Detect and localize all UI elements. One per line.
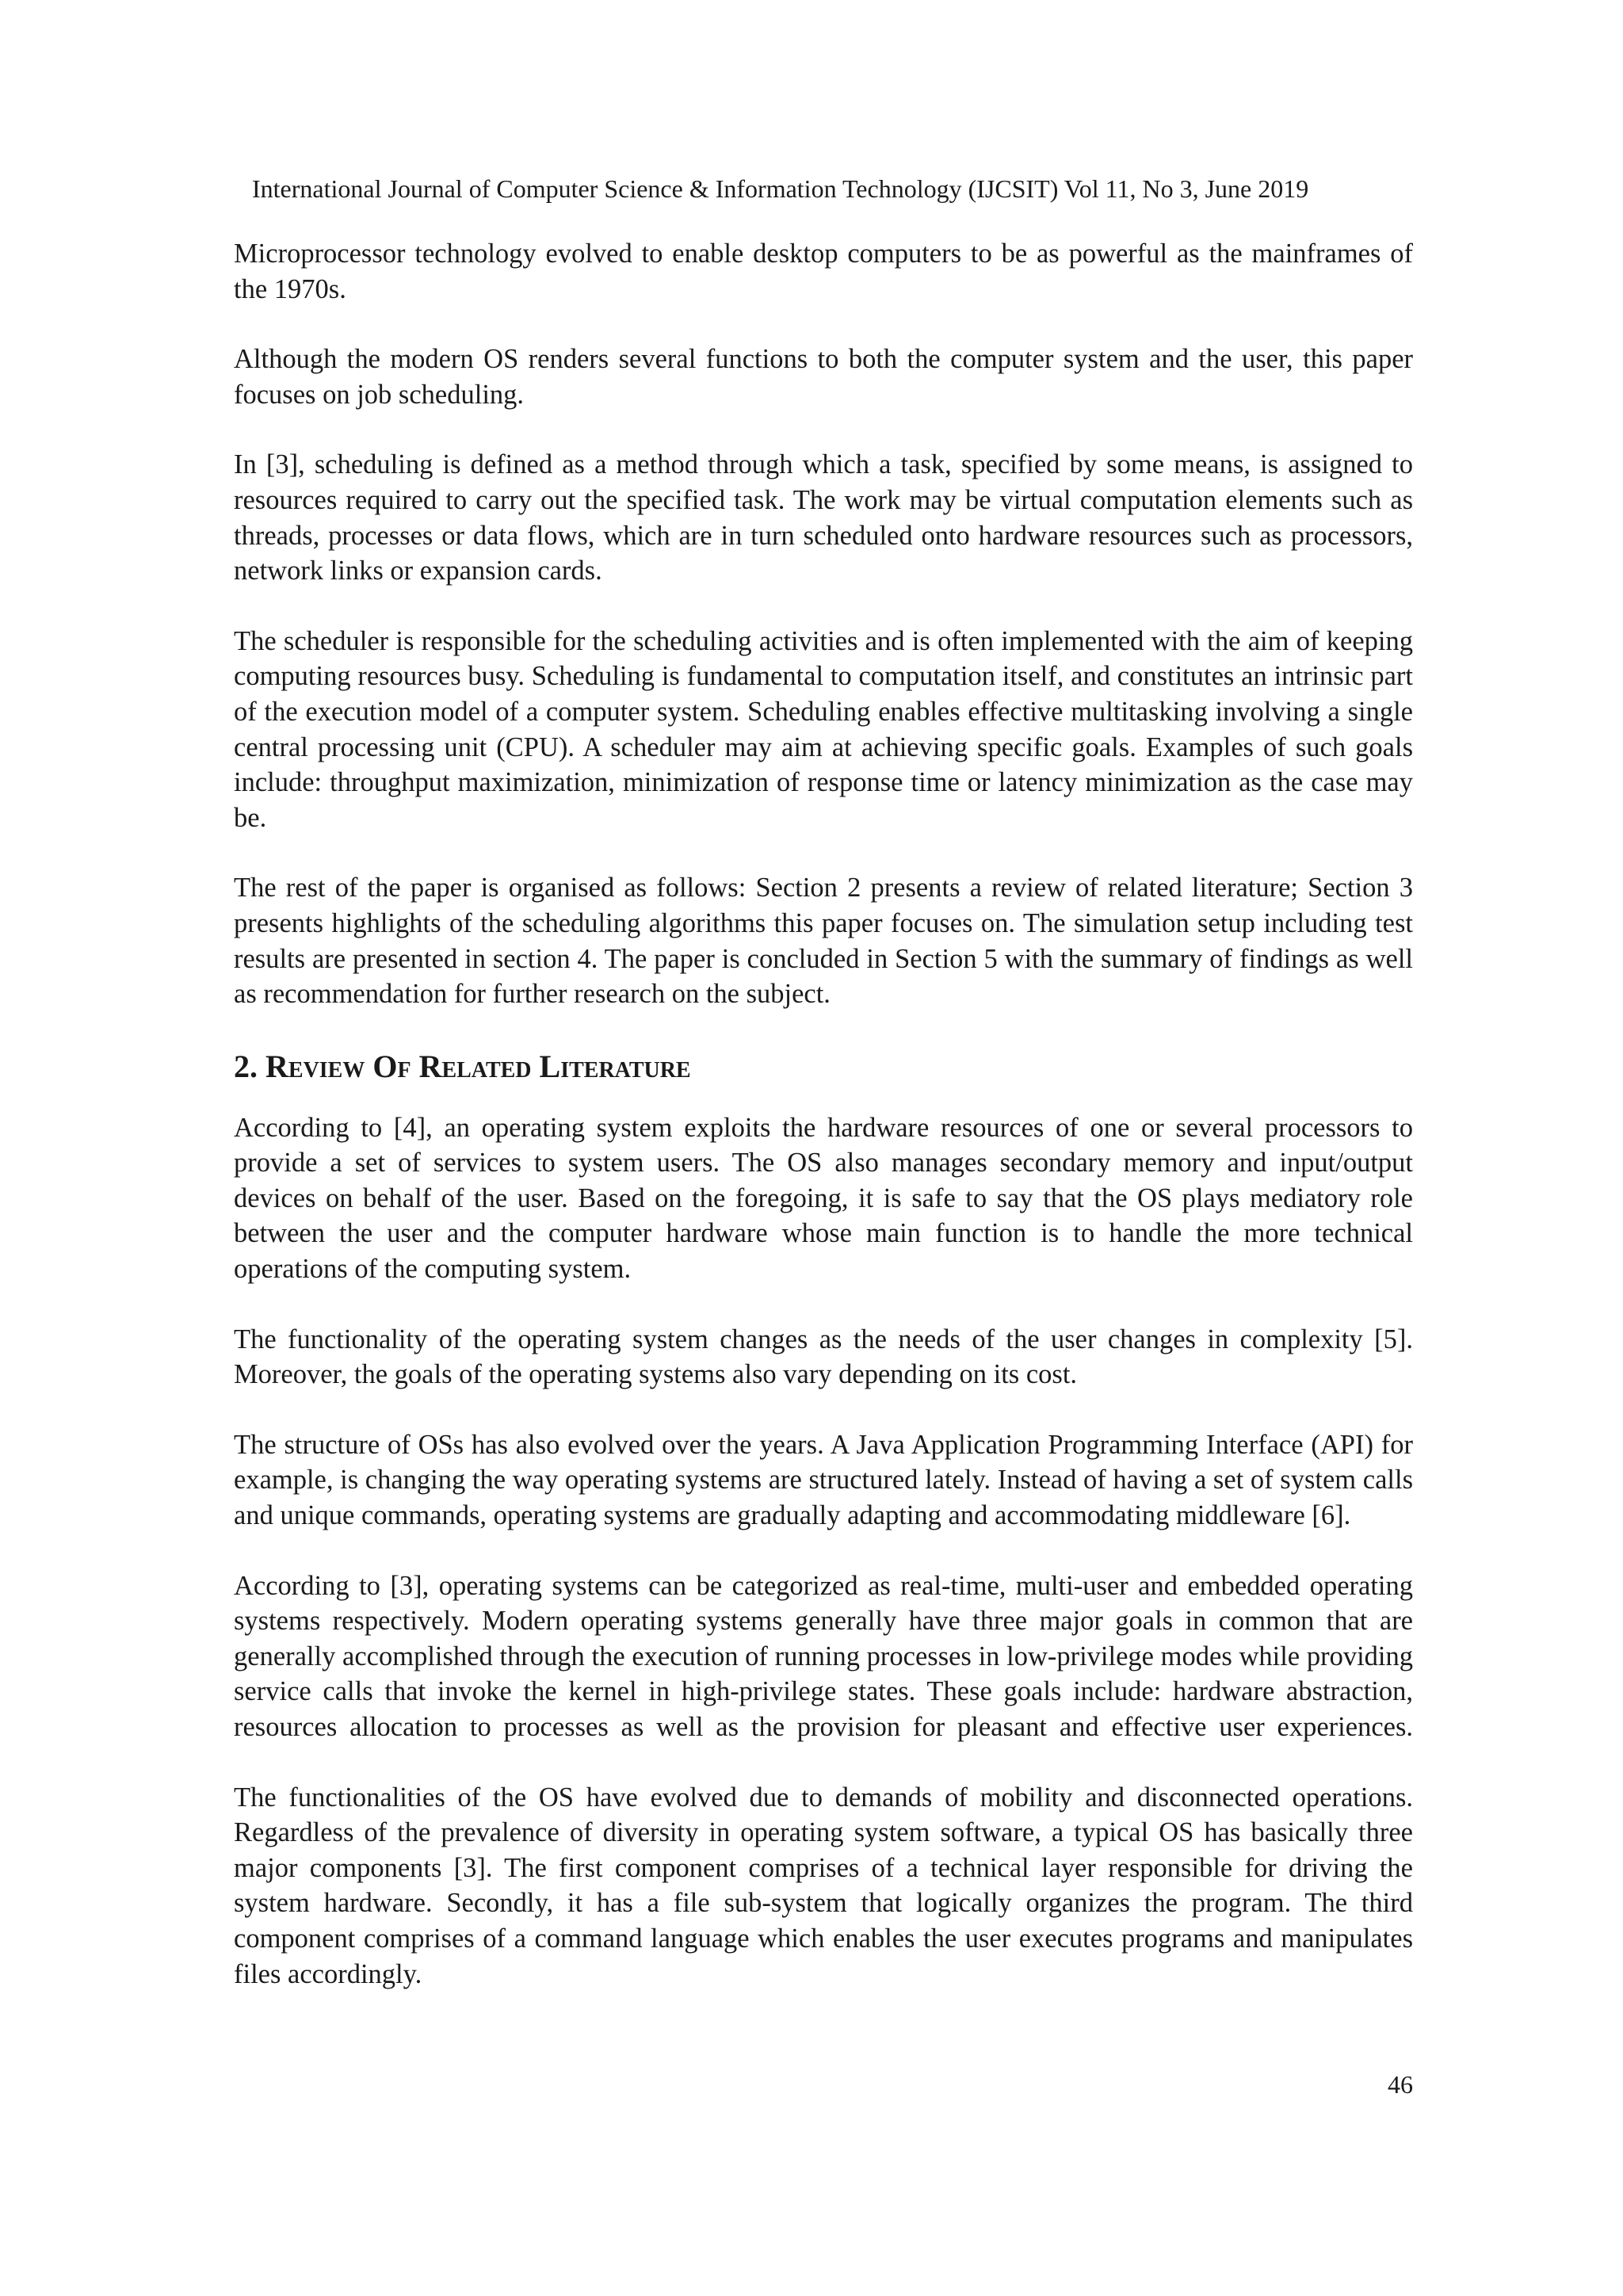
section-number: 2. (234, 1048, 258, 1084)
paragraph-scheduler-role: The scheduler is responsible for the scheduling activities and is often implemented with the aim of keeping computing resources busy. Scheduling is fundamental to computation itself, and constitutes an intrinsic part of the execution model of a computer system. Scheduling enables effective multitasking involving a single central processing unit (CPU). A scheduler may aim at achieving specific goals. Examples of such goals include: throughput maximization, minimization of response time or latency minimization as the case may be. (234, 625, 1413, 833)
paragraph-scheduling-definition: In [3], scheduling is defined as a method through which a task, specified by some means, is assigned to resources required to carry out the specified task. The work may be virtual computation elements such as threads, processes or data flows, which are in turn scheduled onto hardware resources such as processors, network links or expansion cards. (234, 449, 1413, 586)
paragraph-paper-organisation: The rest of the paper is organised as follows: Section 2 presents a review of related literature; Section 3 presents highlights of the scheduling algorithms this paper focuses on. The simulation setup including test results are presented in section 4. The paper is concluded in Section 5 with the summary of findings as well as recommendation for further research on the subject. (234, 873, 1413, 1010)
section-title: Review Of Related Literature (265, 1048, 691, 1084)
body-text (234, 236, 1413, 2027)
paragraph-microprocessor: Microprocessor technology evolved to enable desktop computers to be as powerful as the mainframes of the 1970s. (234, 239, 1413, 304)
page-number: 46 (1388, 2070, 1413, 2099)
paragraph-os-components: The functionalities of the OS have evolved due to demands of mobility and disconnected operations. Regardless of the prevalence of diversity in operating system software, a typical OS has basically three major components [3]. The first component comprises of a technical layer responsible for driving the system hardware. Secondly, it has a file sub-system that logically organizes the program. The third component comprises of a command language which enables the user executes programs and manipulates files accordingly. (234, 1782, 1413, 1989)
paragraph-os-categories: According to [3], operating systems can be categorized as real-time, multi-user and embedded operating systems respectively. Modern operating systems generally have three major goals in common that are generally accomplished through the execution of running processes in low-privilege modes while providing service calls that invoke the kernel in high-privilege states. These goals include: hardware abstraction, resources allocation to processes as well as the provision for pleasant and effective user experiences. (234, 1570, 1413, 1742)
running-header: International Journal of Computer Science & Information Technology (IJCSIT) Vol 11, No 3, June 2019 (252, 174, 1309, 203)
paragraph-job-scheduling-focus: Although the modern OS renders several functions to both the computer system and the user, this paper focuses on job scheduling. (234, 344, 1413, 410)
paragraph-os-functionality: The functionality of the operating system changes as the needs of the user changes in complexity [5]. Moreover, the goals of the operating systems also vary depending on its cost. (234, 1324, 1413, 1390)
section-heading (234, 1047, 1413, 1087)
paragraph-os-hardware-resources: According to [4], an operating system exploits the hardware resources of one or several processors to provide a set of services to system users. The OS also manages secondary memory and input/output devices on behalf of the user. Based on the foregoing, it is safe to say that the OS plays mediatory role between the user and the computer hardware whose main function is to handle the more technical operations of the computing system. (234, 1112, 1413, 1285)
paragraph-os-structure: The structure of OSs has also evolved over the years. A Java Application Programming Interface (API) for example, is changing the way operating systems are structured lately. Instead of having a set of system calls and unique commands, operating systems are gradually adapting and accommodating middleware [6]. (234, 1429, 1413, 1531)
